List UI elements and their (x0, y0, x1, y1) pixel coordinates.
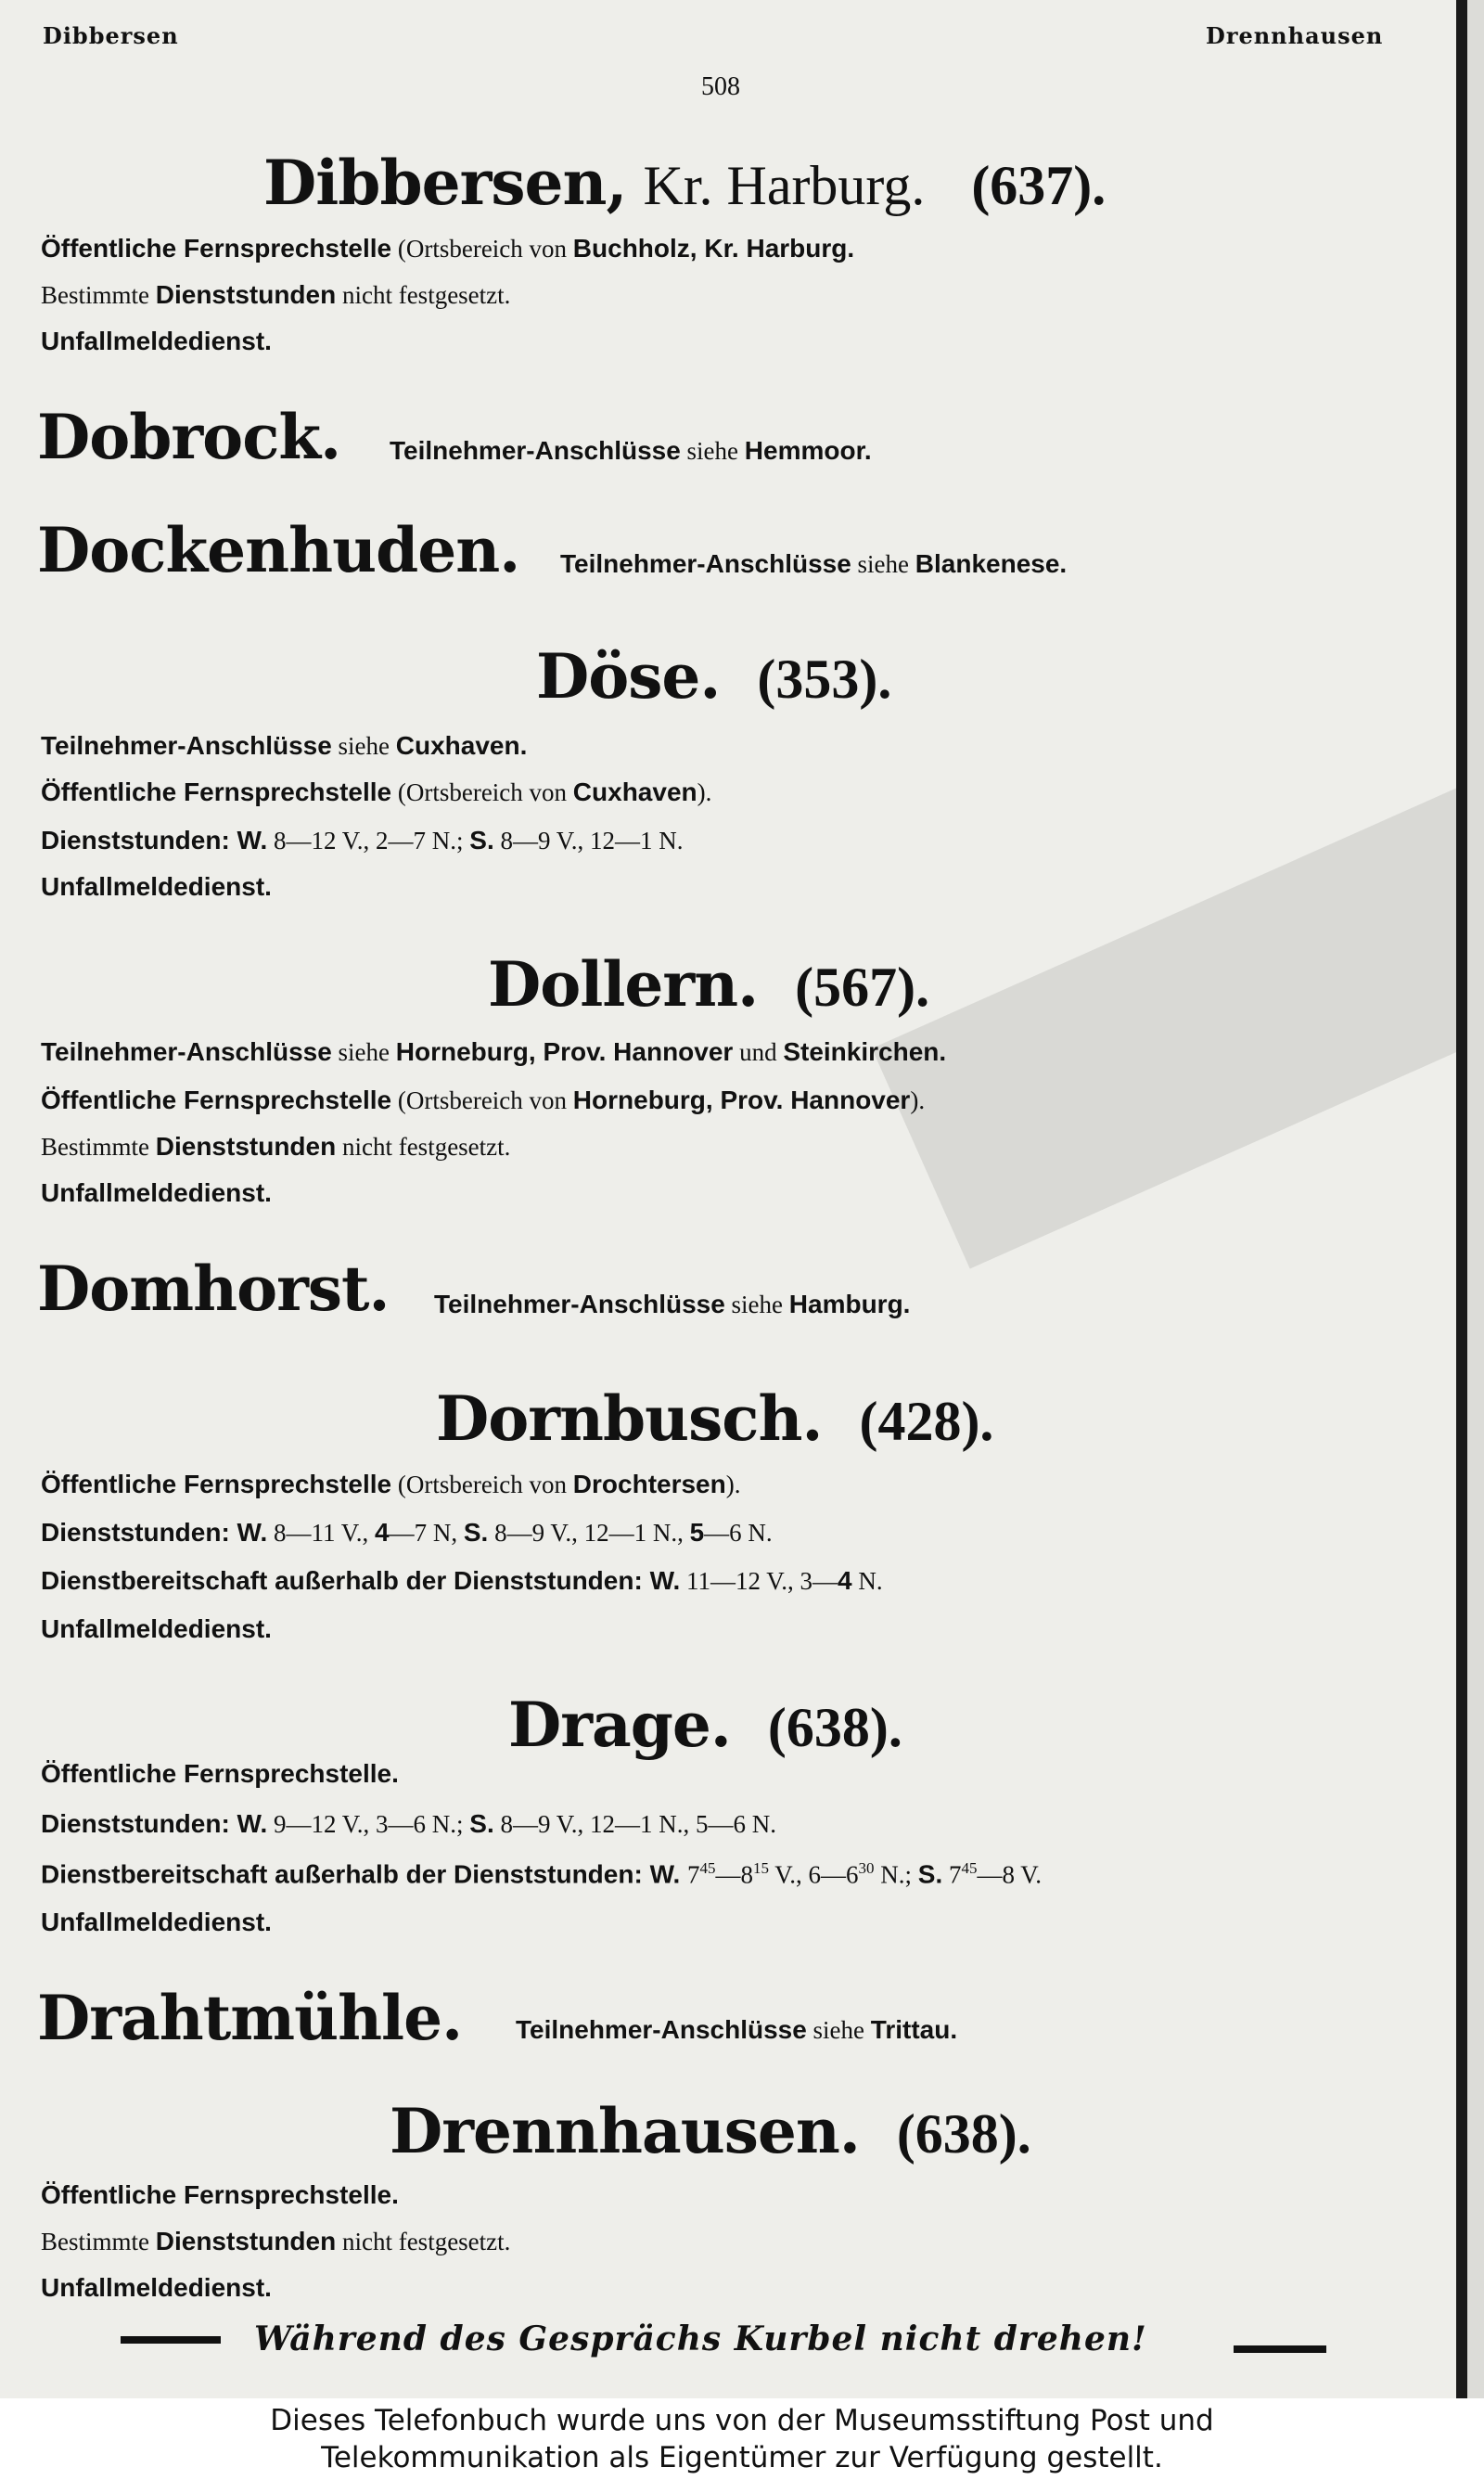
text-regular: N.; (874, 1860, 918, 1889)
text-regular: ). (725, 1471, 741, 1498)
doese-line-3 (41, 826, 684, 855)
superscript: 45 (699, 1859, 716, 1877)
text-bold: 4 (838, 1566, 852, 1595)
footer-rule-right (1234, 2345, 1326, 2353)
text-regular: 9—12 V., 3—6 N.; (267, 1810, 470, 1838)
dornbusch-line-2 (41, 1518, 773, 1548)
dornbusch-line-3 (41, 1566, 883, 1596)
text-regular: 8—9 V., 12—1 N. (493, 827, 684, 855)
text-regular: siehe (851, 550, 915, 578)
entry-title-drage (508, 1689, 902, 1761)
text-bold: Öffentliche Fernsprechstelle (41, 1470, 392, 1498)
text-bold: Dienststunden (155, 2227, 337, 2255)
text-regular: (Ortsbereich von (391, 235, 573, 263)
drage-line-1: Öffentliche Fernsprechstelle. (41, 1759, 399, 1788)
running-head-left: Dibbersen (43, 22, 179, 49)
text-regular: (Ortsbereich von (391, 778, 573, 806)
drage-line-4: Unfallmeldedienst. (41, 1908, 272, 1936)
text-regular: nicht festgesetzt. (336, 1133, 511, 1161)
text-regular: nicht festgesetzt. (336, 2228, 511, 2255)
drennhausen-line-2 (41, 2227, 510, 2256)
text-regular: ). (910, 1086, 926, 1114)
doese-line-2 (41, 777, 711, 807)
text-regular: —7 N, (389, 1519, 464, 1547)
text-regular: 8—9 V., 12—1 N., (488, 1519, 690, 1547)
dollern-line-1 (41, 1037, 946, 1067)
text-regular: 7 (942, 1860, 962, 1889)
superscript: 30 (858, 1859, 875, 1877)
entry-title-doese (536, 640, 891, 713)
text-bold: 5 (689, 1518, 705, 1547)
text-regular: V., 6—6 (769, 1860, 859, 1889)
text-bold: Dienstbereitschaft außerhalb der Dienststunden: W. (41, 1566, 681, 1595)
text-bold: S. (463, 1518, 489, 1547)
dollern-line-3 (41, 1132, 510, 1162)
entry-title-domhorst (37, 1253, 390, 1325)
dibbersen-line-3: Unfallmeldedienst. (41, 327, 272, 355)
text-bold: Dienstbereitschaft außerhalb der Dienststunden: W. (41, 1859, 681, 1889)
credit-line-1: Dieses Telefonbuch wurde uns von der Museumsstiftung Post und (270, 2404, 1214, 2437)
text-bold: Hemmoor. (744, 436, 872, 465)
dornbusch-line-4: Unfallmeldedienst. (41, 1614, 272, 1643)
text-bold: Teilnehmer-Anschlüsse (560, 549, 851, 578)
dollern-line-4: Unfallmeldedienst. (41, 1178, 272, 1207)
text-bold: Horneburg, Prov. Hannover (572, 1086, 911, 1114)
entry-name: Drage. (508, 1689, 731, 1761)
footer-warning: Während des Gesprächs Kurbel nicht drehen! (254, 2319, 1147, 2358)
dollern-line-2 (41, 1086, 925, 1115)
entry-name: Drennhausen. (390, 2095, 860, 2167)
drage-line-3 (41, 1859, 1042, 1889)
text-bold: Teilnehmer-Anschlüsse (41, 731, 332, 760)
text-regular: und (733, 1038, 784, 1066)
entry-name: Dockenhuden. (37, 514, 520, 586)
footer-rule-left (121, 2336, 221, 2344)
text-regular: 8—12 V., 2—7 N.; (267, 827, 470, 855)
entry-title-dibbersen (263, 147, 1106, 219)
text-regular: 7 (687, 1860, 700, 1889)
text-regular: siehe (724, 1291, 789, 1318)
archive-credit (0, 2398, 1484, 2480)
text-bold: S. (917, 1859, 943, 1889)
text-bold: S. (469, 1809, 494, 1838)
entry-name: Dollern. (488, 948, 759, 1021)
text-regular: 8—11 V., (267, 1519, 376, 1547)
running-head-right: Drennhausen (1206, 22, 1384, 49)
text-regular: —6 N. (704, 1519, 773, 1547)
entry-title-dollern (488, 948, 929, 1021)
text-regular: nicht festgesetzt. (336, 281, 511, 309)
domhorst-reference (434, 1290, 910, 1319)
credit-line-2: Telekommunikation als Eigentümer zur Verfügung gestellt. (321, 2441, 1163, 2474)
text-bold: Steinkirchen. (783, 1037, 947, 1066)
superscript: 45 (961, 1859, 978, 1877)
text-bold: Teilnehmer-Anschlüsse (390, 436, 681, 465)
text-bold: Öffentliche Fernsprechstelle (41, 234, 392, 263)
text-regular: ). (697, 778, 712, 806)
text-regular: siehe (806, 2016, 871, 2044)
text-bold: Dienststunden: W. (41, 1809, 268, 1838)
entry-number: (353). (757, 649, 892, 710)
text-regular: Bestimmte (41, 281, 156, 309)
text-bold: Cuxhaven. (395, 731, 528, 760)
text-bold: Teilnehmer-Anschlüsse (41, 1037, 332, 1066)
text-regular: (Ortsbereich von (391, 1471, 573, 1498)
text-regular: —8 (715, 1860, 754, 1889)
entry-title-drahtmuehle (37, 1982, 462, 2054)
text-regular: siehe (331, 1038, 396, 1066)
dockenhuden-reference (560, 549, 1067, 579)
text-bold: Dienststunden: W. (41, 826, 268, 855)
entry-name: Dobrock. (37, 401, 341, 473)
entry-name: Dornbusch. (436, 1382, 823, 1455)
entry-title-drennhausen (390, 2095, 1031, 2167)
text-regular: 8—9 V., 12—1 N., 5—6 N. (493, 1810, 777, 1838)
entry-number: (567). (795, 957, 930, 1018)
entry-title-dornbusch (436, 1382, 993, 1455)
text-bold: Blankenese. (915, 549, 1068, 578)
text-bold: S. (469, 826, 494, 855)
text-bold: Öffentliche Fernsprechstelle (41, 777, 392, 806)
entry-name: Drahtmühle. (37, 1982, 463, 2054)
text-bold: Teilnehmer-Anschlüsse (434, 1290, 725, 1318)
dornbusch-line-1 (41, 1470, 740, 1499)
text-bold: Drochtersen (572, 1470, 726, 1498)
text-bold: 4 (375, 1518, 390, 1547)
entry-title-dockenhuden (37, 514, 519, 586)
entry-name: Domhorst. (37, 1253, 390, 1325)
text-bold: Buchholz, Kr. Harburg. (572, 234, 855, 263)
text-bold: Öffentliche Fernsprechstelle (41, 1086, 392, 1114)
entry-suffix: Kr. Harburg. (643, 155, 926, 216)
text-bold: Dienststunden: W. (41, 1518, 268, 1547)
bleed-through-shadow (872, 762, 1484, 1269)
text-regular: (Ortsbereich von (391, 1086, 573, 1114)
drennhausen-line-3: Unfallmeldedienst. (41, 2273, 272, 2302)
drahtmuehle-reference (516, 2015, 957, 2045)
text-bold: Trittau. (870, 2015, 958, 2044)
entry-number: (638). (767, 1697, 902, 1758)
text-regular: —8 V. (977, 1860, 1043, 1889)
dobrock-reference (390, 436, 872, 466)
page-number: 508 (701, 72, 740, 101)
text-bold: Dienststunden (155, 280, 337, 309)
page-edge-shadow (1456, 0, 1467, 2398)
drennhausen-line-1: Öffentliche Fernsprechstelle. (41, 2180, 399, 2209)
entry-number: (637). (971, 155, 1107, 216)
drage-line-2 (41, 1809, 776, 1839)
text-bold: Dienststunden (155, 1132, 337, 1161)
dibbersen-line-2 (41, 280, 510, 310)
dibbersen-line-1 (41, 234, 854, 263)
doese-line-1 (41, 731, 527, 761)
text-regular: N. (851, 1567, 883, 1595)
text-regular: siehe (331, 732, 396, 760)
entry-title-dobrock (37, 401, 340, 473)
text-bold: Cuxhaven (572, 777, 697, 806)
entry-name: Dibbersen, (263, 147, 627, 219)
text-regular: 11—12 V., 3— (680, 1567, 838, 1595)
entry-number: (428). (859, 1391, 994, 1452)
doese-line-4: Unfallmeldedienst. (41, 872, 272, 901)
entry-name: Döse. (536, 640, 721, 713)
text-regular: Bestimmte (41, 1133, 156, 1161)
text-bold: Horneburg, Prov. Hannover (395, 1037, 734, 1066)
text-bold: Teilnehmer-Anschlüsse (516, 2015, 807, 2044)
superscript: 15 (753, 1859, 770, 1877)
text-bold: Hamburg. (788, 1290, 911, 1318)
adjacent-page-strip (1467, 0, 1484, 2398)
text-regular: siehe (680, 437, 745, 465)
entry-number: (638). (896, 2103, 1031, 2165)
text-regular: Bestimmte (41, 2228, 156, 2255)
